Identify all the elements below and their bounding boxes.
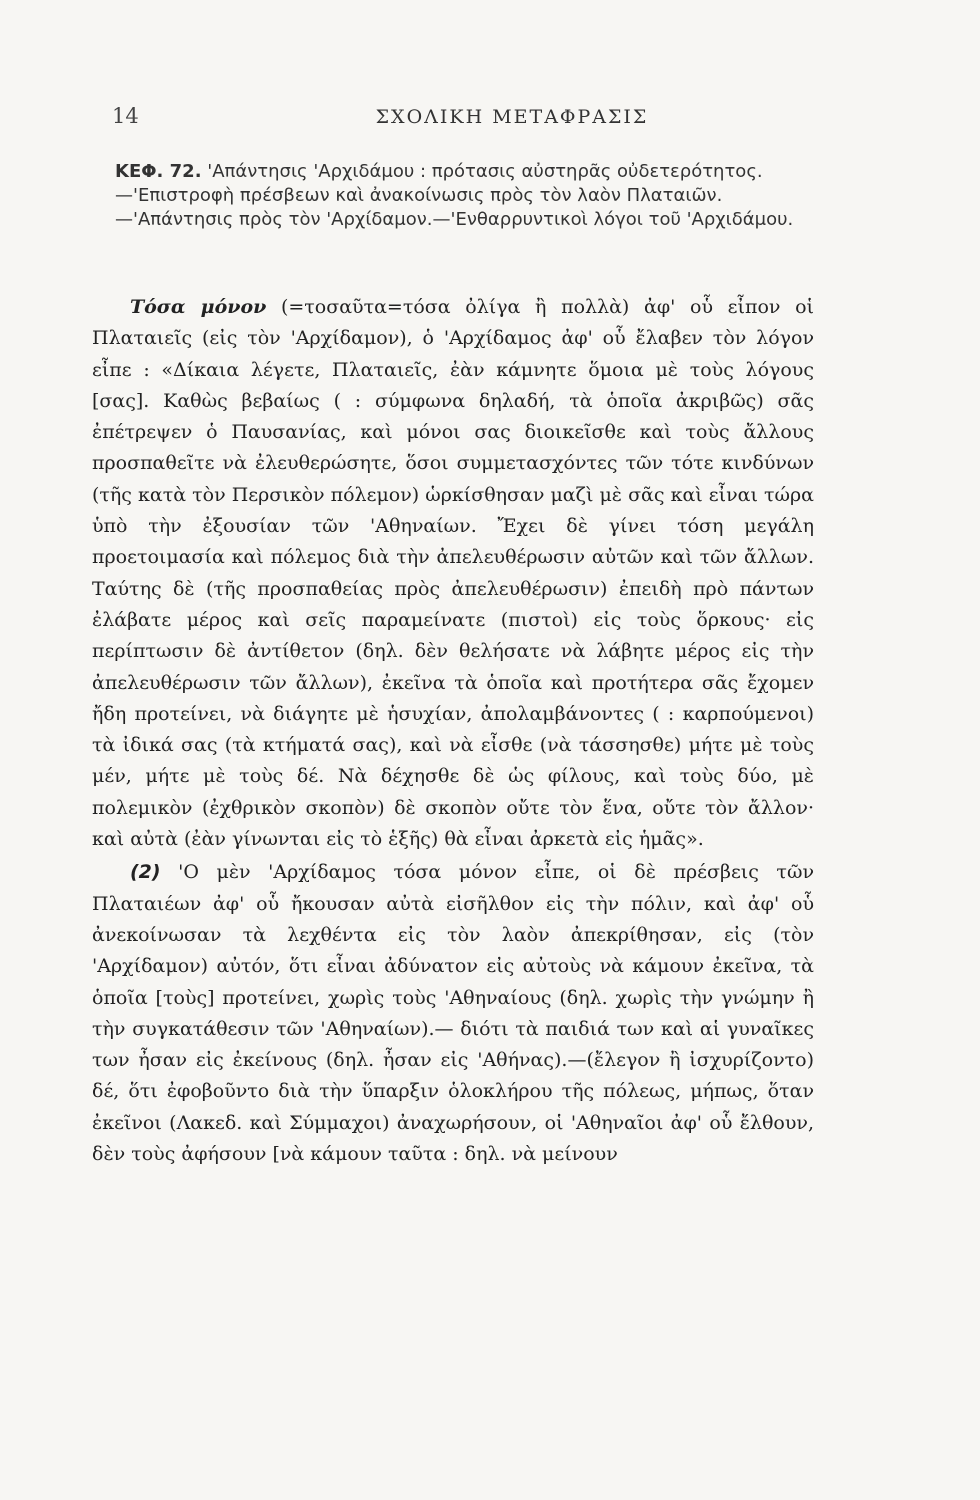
chapter-label: ΚΕΦ. 72.: [115, 161, 202, 182]
page-header: [112, 104, 832, 134]
paragraph-text: 'Ο μὲν 'Αρχίδαμος τόσα μόνον εἶπε, οἱ δὲ πρέσβεις τῶν Πλαταιέων ἀφ' οὗ ἤκουσαν αὐτὰ εἰσῆλθον εἰς τὴν πόλιν, καὶ ἀφ' οὗ ἀνεκοίνωσαν τὰ λεχθέντα εἰς τὸν λαὸν ἀπεκρίθησαν, εἰς (τὸν 'Αρχίδαμον) αὐτόν, ὅτι εἶναι ἀδύνατον εἰς αὐτοὺς νὰ κάμουν ἐκεῖνα, τὰ ὁποῖα [τοὺς] προτείνει, χωρὶς τοὺς 'Αθηναίους (δηλ. χωρὶς τὴν γνώμην ἢ τὴν συγκατάθεσιν τῶν 'Αθηναίων).— διότι τὰ παιδιά των καὶ αἱ γυναῖκες των ἦσαν εἰς ἐκείνους (δηλ. ἦσαν εἰς 'Αθήνας).—(ἔλεγον ἢ ἰσχυρίζοντο) δέ, ὅτι ἐφοβοῦντο διὰ τὴν ὕπαρξιν ὁλοκλήρου τῆς πόλεως, μήπως, ὅταν ἐκεῖνοι (Λακεδ. καὶ Σύμμαχοι) ἀναχωρήσουν, οἱ 'Αθηναῖοι ἀφ' οὗ ἔλθουν, δὲν τοὺς ἀφήσουν [νὰ κάμουν ταῦτα : δηλ. νὰ μείνουν: [92, 861, 814, 1166]
paragraph-lead: Τόσα μόνον: [130, 296, 267, 318]
page-number: 14: [112, 104, 139, 128]
running-title: ΣΧΟΛΙΚΗ ΜΕΤΑΦΡΑΣΙΣ: [375, 106, 649, 128]
paragraph: [92, 857, 814, 1170]
translation-body: [92, 292, 814, 1170]
paragraph-text: (=τοσαῦτα=τόσα ὀλίγα ἢ πολλὰ) ἀφ' οὗ εἶπον οἱ Πλαταιεῖς (εἰς τὸν 'Αρχίδαμον), ὁ 'Αρχίδαμος ἀφ' οὗ ἔλαβεν τὸν λόγον εἶπε : «Δίκαια λέγετε, Πλαταιεῖς, ἐὰν κάμνητε ὅμοια μὲ τοὺς λόγους [σας]. Καθὼς βεβαίως ( : σύμφωνα δηλαδή, τὰ ὁποῖα ἀκριβῶς) σᾶς ἐπέτρεψεν ὁ Παυσανίας, καὶ μόνοι σας διοικεῖσθε καὶ τοὺς ἄλλους προσπαθεῖτε νὰ ἐλευθερώσητε, ὅσοι συμμετασχόντες τῶν τότε κινδύνων (τῆς κατὰ τὸν Περσικὸν πόλεμον) ὡρκίσθησαν μαζὶ μὲ σᾶς καὶ εἶναι τώρα ὑπὸ τὴν ἐξουσίαν τῶν 'Αθηναίων. Ἔχει δὲ γίνει τόση μεγάλη προετοιμασία καὶ πόλεμος διὰ τὴν ἀπελευθέρωσιν αὐτῶν καὶ τῶν ἄλλων. Ταύτης δὲ (τῆς προσπαθείας πρὸς ἀπελευθέρωσιν) ἐπειδὴ πρὸ πάντων ἐλάβατε μέρος καὶ σεῖς παραμείνατε (πιστοὶ) εἰς τοὺς ὅρκους· εἰς περίπτωσιν δὲ ἀντίθετον (δηλ. δὲν θελήσατε νὰ λάβητε μέρος εἰς τὴν ἀπελευθέρωσιν τῶν ἄλλων), ἐκεῖνα τὰ ὁποῖα καὶ προτήτερα σᾶς ἔχομεν ἤδη προτείνει, νὰ διάγητε μὲ ἡσυχίαν, ἀπολαμβάνοντες ( : καρπούμενοι) τὰ ἰδικά σας (τὰ κτήματά σας), καὶ νὰ εἶσθε (νὰ τάσσησθε) μήτε μὲ τοὺς μέν, μήτε μὲ τοὺς δέ. Νὰ δέχησθε δὲ ὡς φίλους, καὶ τοὺς δύο, μὲ πολεμικὸν (ἐχθρικὸν σκοπὸν) δὲ σκοπὸν οὔτε τὸν ἕνα, οὔτε τὸν ἄλλον· καὶ αὐτὰ (ἐὰν γίνωνται εἰς τὸ ἑξῆς) θὰ εἶναι ἀρκετὰ εἰς ἡμᾶς».: [92, 296, 814, 851]
chapter-summary-text: 'Απάντησις 'Αρχιδάμου : πρότασις αὐστηρᾶς οὐδετερότητος.—'Επιστροφὴ πρέσβεων καὶ ἀνακοίνωσις πρὸς τὸν λαὸν Πλαταιῶν.—'Απάντησις πρὸς τὸν 'Αρχίδαμον.—'Ενθαρρυντικοὶ λόγοι τοῦ 'Αρχιδάμου.: [115, 161, 794, 230]
paragraph-number: (2): [130, 861, 161, 884]
paragraph: [92, 292, 814, 855]
chapter-summary: [115, 160, 825, 232]
